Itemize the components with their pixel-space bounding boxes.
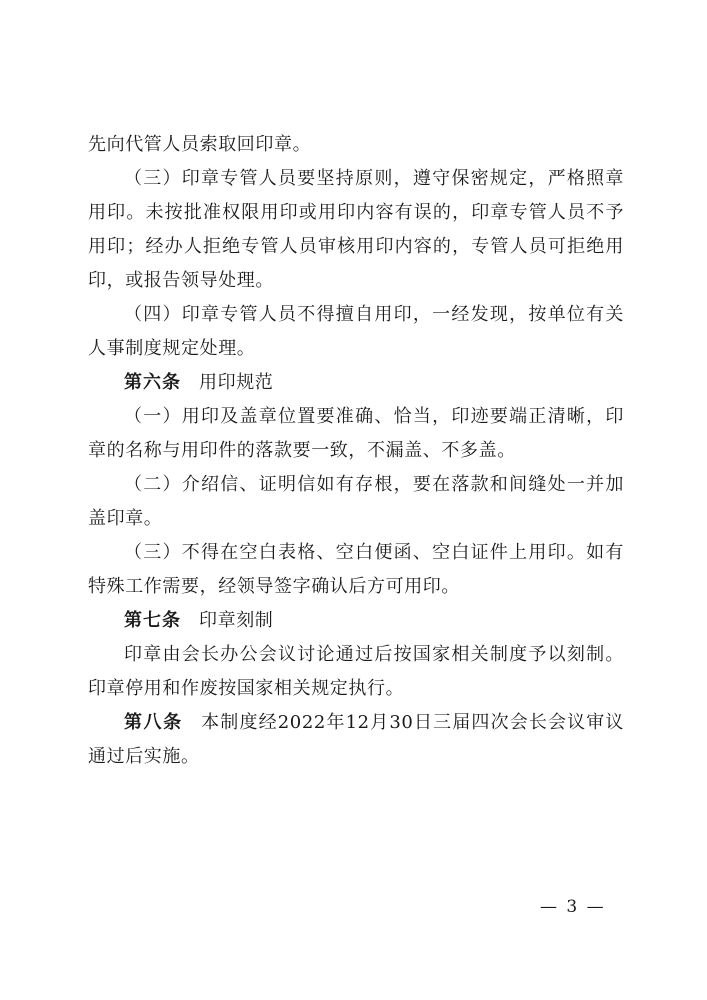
paragraph-continuation	[88, 128, 624, 162]
paragraph-item-3b	[88, 536, 624, 604]
document-body	[88, 128, 624, 774]
paragraph-item-3	[88, 162, 624, 298]
paragraph-text: （三）印章专管人员要坚持原则，遵守保密规定，严格照章用印。未按批准权限用印或用印内容有误的，印章专管人员不予用印；经办人拒绝专管人员审核用印内容的，专管人员可拒绝用印，或报告领导处理。	[88, 168, 624, 291]
article-8-paragraph	[88, 706, 624, 774]
page-number: — 3 —	[540, 897, 606, 917]
paragraph-text: 本制度经2022年12月30日三届四次会长会议审议通过后实施。	[88, 712, 625, 767]
article-title-text: 用印规范	[199, 372, 274, 393]
article-6-heading	[88, 366, 624, 400]
paragraph-item-2	[88, 468, 624, 536]
paragraph-text: （四）印章专管人员不得擅自用印，一经发现，按单位有关人事制度规定处理。	[88, 304, 624, 359]
paragraph-item-4	[88, 298, 624, 366]
paragraph-text: （三）不得在空白表格、空白便函、空白证件上用印。如有特殊工作需要，经领导签字确认后方可用印。	[88, 542, 624, 597]
paragraph-text: 印章由会长办公会议讨论通过后按国家相关制度予以刻制。印章停用和作废按国家相关规定执行。	[88, 644, 624, 699]
paragraph-item-1	[88, 400, 624, 468]
article-7-heading	[88, 604, 624, 638]
paragraph-text: 先向代管人员索取回印章。	[88, 134, 312, 155]
article-number: 第八条	[124, 712, 183, 733]
paragraph-text: （一）用印及盖章位置要准确、恰当，印迹要端正清晰，印章的名称与用印件的落款要一致，不漏盖、不多盖。	[88, 406, 624, 461]
article-title-text: 印章刻制	[199, 610, 274, 631]
paragraph-article-7-body	[88, 638, 624, 706]
article-number: 第七条	[124, 610, 181, 631]
article-number: 第六条	[124, 372, 181, 393]
paragraph-text: （二）介绍信、证明信如有存根，要在落款和间缝处一并加盖印章。	[88, 474, 624, 529]
